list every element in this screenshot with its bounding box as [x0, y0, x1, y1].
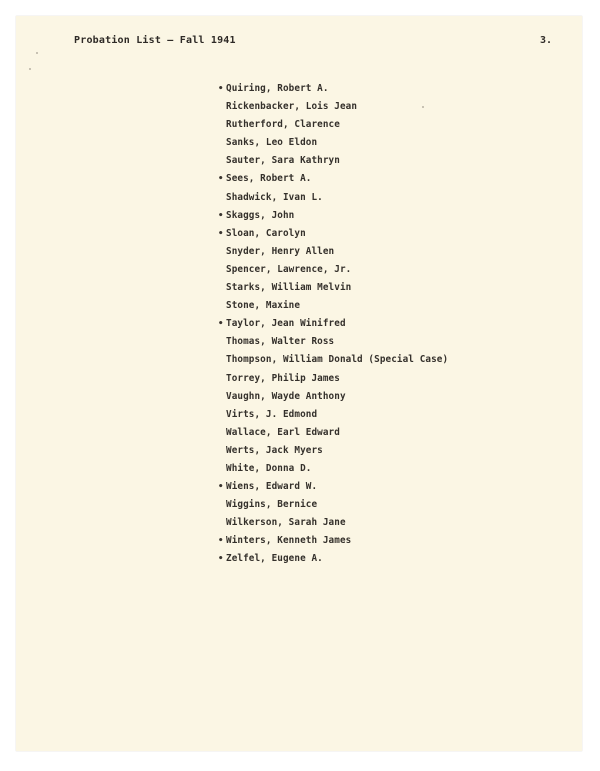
name-text: Zelfel, Eugene A.: [226, 553, 323, 565]
name-entry: [226, 297, 448, 315]
name-entry: [226, 460, 448, 478]
bullet-mark-icon: •: [218, 228, 224, 239]
bullet-mark-icon: •: [218, 84, 224, 94]
name-entry: [218, 170, 448, 188]
name-text: Spencer, Lawrence, Jr.: [226, 263, 352, 275]
name-text: Virts, J. Edmond: [226, 408, 318, 420]
name-text: Thompson, William Donald (Special Case): [226, 354, 449, 366]
name-entry: [226, 370, 448, 388]
name-entry: [226, 496, 448, 514]
name-text: Werts, Jack Myers: [226, 444, 323, 456]
name-text: Vaughn, Wayde Anthony: [226, 390, 346, 402]
name-entry: [226, 243, 448, 261]
name-entry: [226, 261, 448, 279]
name-entry: [218, 80, 448, 98]
name-text: Wiggins, Bernice: [226, 499, 318, 511]
name-entry: [218, 315, 448, 333]
paper-speck: [36, 52, 38, 54]
name-entry: [218, 207, 448, 225]
name-entry: [226, 189, 448, 207]
name-text: Rickenbacker, Lois Jean: [226, 101, 358, 113]
name-text: Winters, Kenneth James: [226, 535, 352, 547]
bullet-mark-icon: •: [218, 536, 224, 547]
name-entry: [226, 351, 448, 369]
name-text: Sauter, Sara Kathryn: [226, 155, 340, 167]
bullet-mark-icon: •: [218, 319, 224, 330]
document-title: Probation List — Fall 1941: [74, 35, 236, 46]
name-entry: [218, 532, 448, 550]
name-text: Wallace, Earl Edward: [226, 426, 340, 438]
bullet-mark-icon: •: [218, 554, 224, 565]
name-entry: [226, 424, 448, 442]
paper-speck: [29, 68, 31, 70]
name-text: Snyder, Henry Allen: [226, 245, 335, 257]
paper-speck: [422, 106, 424, 108]
page-number: 3.: [540, 35, 553, 46]
name-entry: [226, 152, 448, 170]
name-text: Sees, Robert A.: [226, 173, 312, 185]
name-entry: [226, 279, 448, 297]
bullet-mark-icon: •: [218, 174, 224, 185]
name-entry: [226, 116, 448, 134]
name-entry: [226, 442, 448, 460]
name-entry: [226, 514, 448, 532]
name-entry: [218, 478, 448, 496]
name-text: Stone, Maxine: [226, 300, 301, 312]
name-text: Shadwick, Ivan L.: [226, 191, 323, 203]
name-entry: [218, 225, 448, 243]
name-entry: [226, 333, 448, 351]
name-text: White, Donna D.: [226, 462, 312, 474]
name-entry: [218, 550, 448, 568]
name-text: Sloan, Carolyn: [226, 227, 306, 239]
bullet-mark-icon: •: [218, 482, 224, 493]
name-entry: [226, 134, 448, 152]
name-text: Quiring, Robert A.: [226, 83, 329, 94]
name-text: Sanks, Leo Eldon: [226, 137, 318, 149]
name-text: Starks, William Melvin: [226, 282, 352, 294]
name-text: Wiens, Edward W.: [226, 481, 318, 493]
document-page: [16, 16, 582, 751]
name-text: Wilkerson, Sarah Jane: [226, 517, 346, 529]
name-entry: [226, 98, 448, 116]
bullet-mark-icon: •: [218, 210, 224, 221]
name-text: Skaggs, John: [226, 209, 295, 221]
name-text: Taylor, Jean Winifred: [226, 318, 346, 330]
name-text: Torrey, Philip James: [226, 372, 340, 384]
probation-names-list: [218, 80, 449, 569]
name-entry: [226, 406, 448, 424]
name-text: Rutherford, Clarence: [226, 119, 340, 131]
name-text: Thomas, Walter Ross: [226, 336, 335, 348]
name-entry: [226, 388, 448, 406]
